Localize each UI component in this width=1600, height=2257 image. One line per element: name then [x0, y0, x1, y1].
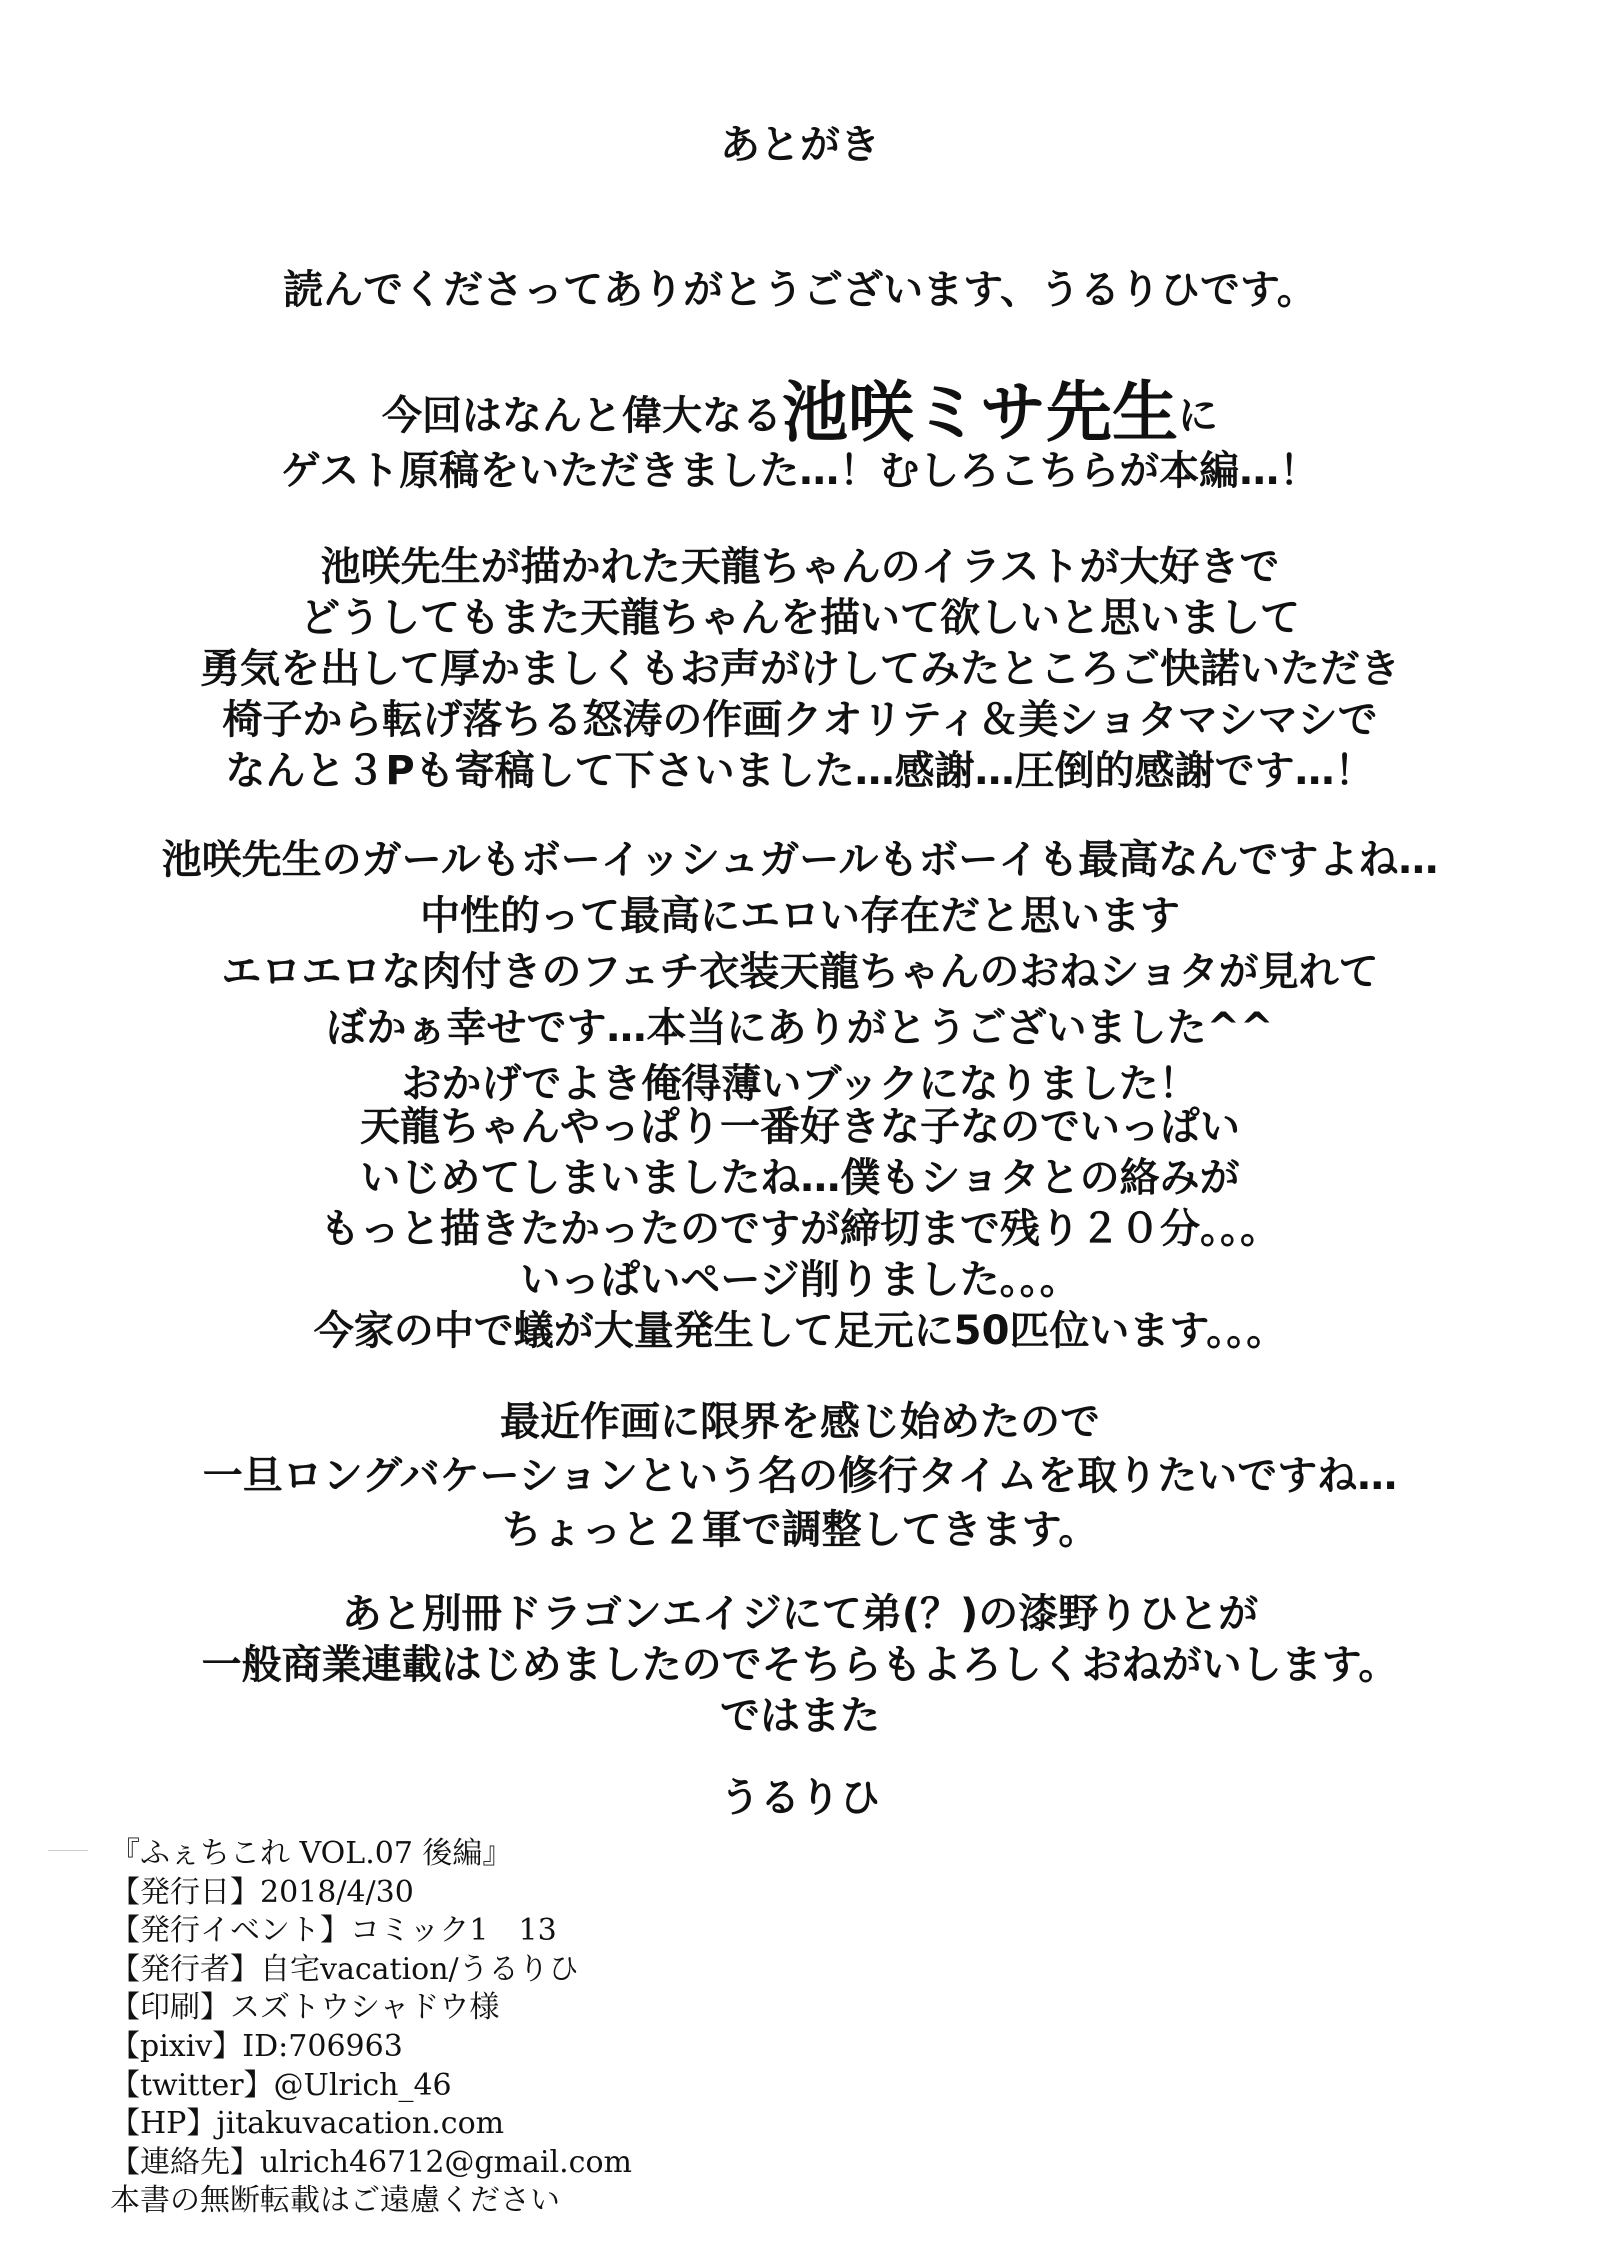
text-line: いじめてしまいましたね…僕もショタとの絡みが: [360, 1155, 1240, 1201]
text-line: なんと３Pも寄稿して下さいました…感謝…圧倒的感謝です…！: [225, 748, 1375, 794]
page-title: あとがき: [720, 122, 880, 168]
text-line: 池咲先生のガールもボーイッシュガールもボーイも最高なんですよね…: [161, 837, 1439, 883]
paragraph-thanks: [0, 542, 1600, 797]
text-line: 中性的って最高にエロい存在だと思います: [420, 893, 1180, 939]
text-line: 一旦ロングバケーションという名の修行タイムを取りたいですね…: [202, 1453, 1398, 1499]
paragraph-break: [0, 1395, 1600, 1557]
divider: [48, 1850, 88, 1851]
paragraph-closing: [0, 1589, 1600, 1742]
colophon-date: 【発行日】2018/4/30: [110, 1874, 414, 1910]
text-line: エロエロな肉付きのフェチ衣装天龍ちゃんのおねショタが見れて: [221, 949, 1379, 995]
colophon-twitter: 【twitter】@Ulrich_46: [110, 2067, 452, 2103]
guest-artist-name: 池咲ミサ先生: [782, 374, 1178, 451]
colophon-publisher: 【発行者】自宅vacation/うるりひ: [110, 1951, 579, 1987]
text-line: おかげでよき俺得薄いブックになりました！: [401, 1061, 1199, 1107]
text-line: ぼかぁ幸せです…本当にありがとうございました^^: [326, 1005, 1274, 1051]
text-line: 今回はなんと偉大なる: [382, 393, 782, 439]
text-line: に: [1178, 393, 1218, 439]
colophon-homepage: 【HP】jitakuvacation.com: [110, 2106, 505, 2142]
text-line: ゲスト原稿をいただきました…！むしろこちらが本編…！: [280, 448, 1320, 494]
text-line: もっと描きたかったのですが締切まで残り２０分。。。: [320, 1206, 1280, 1252]
paragraph-greeting: [0, 265, 1600, 316]
text-line: 一般商業連載はじめましたのでそちらもよろしくおねがいします。: [201, 1642, 1399, 1688]
author-signature: うるりひ: [720, 1775, 880, 1821]
colophon: [110, 1835, 632, 2221]
paragraph-deadline: [0, 1102, 1600, 1357]
text-line: どうしてもまた天龍ちゃんを描いて欲しいと思いまして: [300, 595, 1300, 641]
text-line: ではまた: [720, 1693, 880, 1739]
text-line: ちょっと２軍で調整してきます。: [501, 1507, 1099, 1553]
text-line: 天龍ちゃんやっぱり一番好きな子なのでいっぱい: [360, 1104, 1240, 1150]
text-line: 椅子から転げ落ちる怒涛の作画クオリティ＆美ショタマシマシで: [222, 697, 1378, 743]
text-line: 今家の中で蟻が大量発生して足元に50匹位います。。。: [313, 1308, 1287, 1354]
colophon-notice: 本書の無断転載はご遠慮ください: [110, 2183, 560, 2219]
colophon-pixiv: 【pixiv】ID:706963: [110, 2028, 403, 2064]
colophon-title: 『ふぇちこれ VOL.07 後編』: [110, 1836, 513, 1871]
colophon-event: 【発行イベント】コミック1 13: [110, 1913, 557, 1949]
text-line: 最近作画に限界を感じ始めたので: [500, 1399, 1100, 1445]
text-line: 読んでくださってありがとうございます、うるりひです。: [283, 267, 1317, 313]
colophon-printer: 【印刷】スズトウシャドウ様: [110, 1990, 500, 2026]
paragraph-guest: [0, 374, 1600, 497]
paragraph-praise: [0, 832, 1600, 1112]
text-line: いっぱいページ削りました。。。: [520, 1257, 1080, 1303]
signature: [0, 1773, 1600, 1824]
text-line: 池咲先生が描かれた天龍ちゃんのイラストが大好きで: [320, 544, 1280, 590]
text-line: 勇気を出して厚かましくもお声がけしてみたところご快諾いただき: [200, 646, 1400, 692]
colophon-contact: 【連絡先】ulrich46712@gmail.com: [110, 2144, 632, 2180]
text-line: あと別冊ドラゴンエイジにて弟(？)の漆野りひとが: [341, 1591, 1259, 1637]
